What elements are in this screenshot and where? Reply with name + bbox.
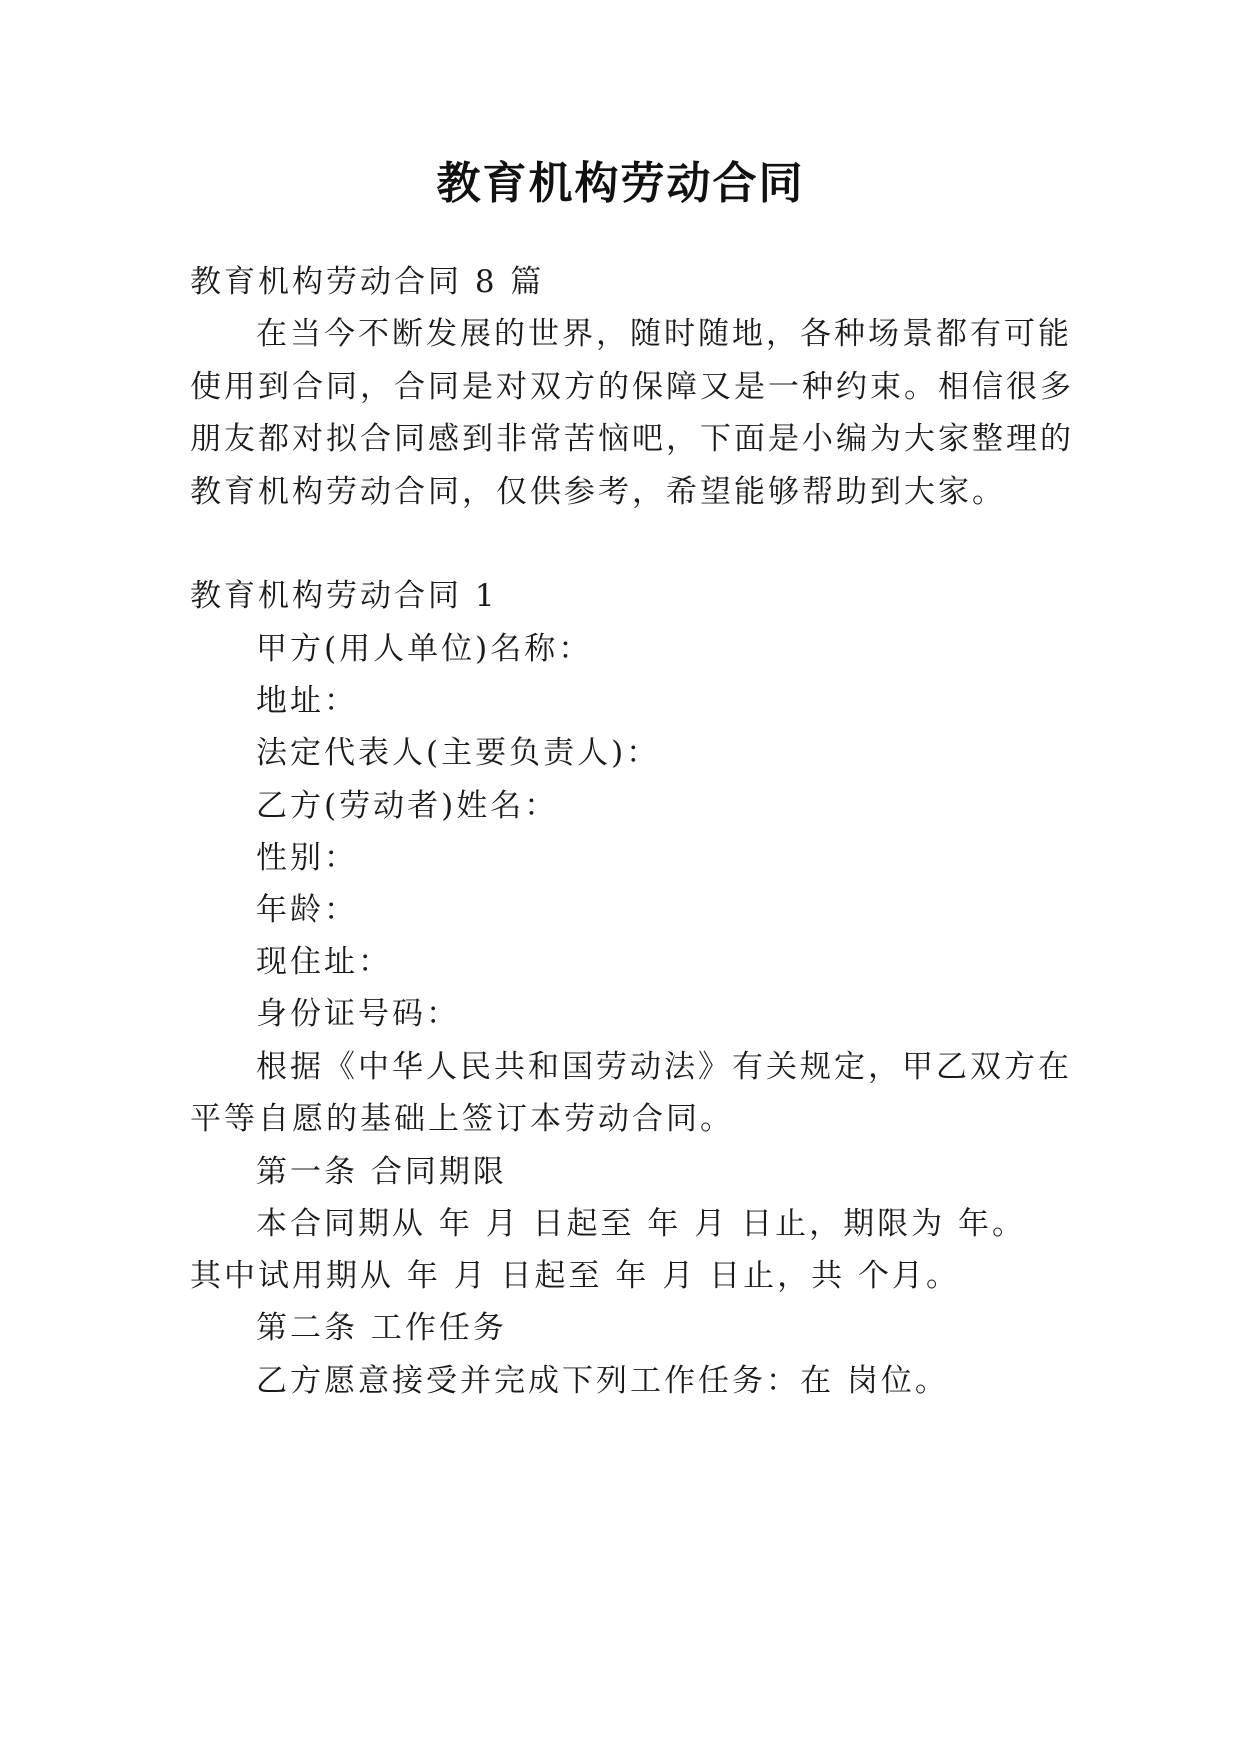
article-1-heading: 第一条 合同期限 [256, 1154, 507, 1190]
intro-line: 朋友都对拟合同感到非常苦恼吧，下面是小编为大家整理的 [190, 421, 1074, 457]
field-legal-rep: 法定代表人(主要负责人)： [256, 735, 661, 771]
section-heading: 教育机构劳动合同 1 [190, 578, 498, 614]
intro-line: 使用到合同，合同是对双方的保障又是一种约束。相信很多 [190, 369, 1074, 405]
intro-line: 在当今不断发展的世界，随时随地，各种场景都有可能 [256, 316, 1072, 352]
article-2-heading: 第二条 工作任务 [256, 1310, 507, 1346]
field-address: 地址： [256, 683, 358, 719]
article-2-line: 乙方愿意接受并完成下列工作任务：在 岗位。 [256, 1363, 949, 1399]
article-1-line: 本合同期从 年 月 日起至 年 月 日止，期限为 年。 [256, 1206, 1026, 1242]
field-party-a-name: 甲方(用人单位)名称： [256, 631, 593, 667]
document-title: 教育机构劳动合同 [436, 158, 805, 209]
field-id-number: 身份证号码： [256, 996, 460, 1032]
field-current-address: 现住址： [256, 944, 392, 980]
document-subtitle: 教育机构劳动合同 8 篇 [190, 264, 545, 300]
basis-line: 平等自愿的基础上签订本劳动合同。 [190, 1101, 734, 1137]
field-gender: 性别： [256, 840, 358, 876]
field-age: 年龄： [256, 892, 358, 928]
article-1-line: 其中试用期从 年 月 日起至 年 月 日止，共 个月。 [190, 1258, 960, 1294]
field-party-b-name: 乙方(劳动者)姓名： [256, 788, 559, 824]
intro-line: 教育机构劳动合同，仅供参考，希望能够帮助到大家。 [190, 474, 1006, 510]
basis-line: 根据《中华人民共和国劳动法》有关规定，甲乙双方在 [256, 1049, 1072, 1085]
